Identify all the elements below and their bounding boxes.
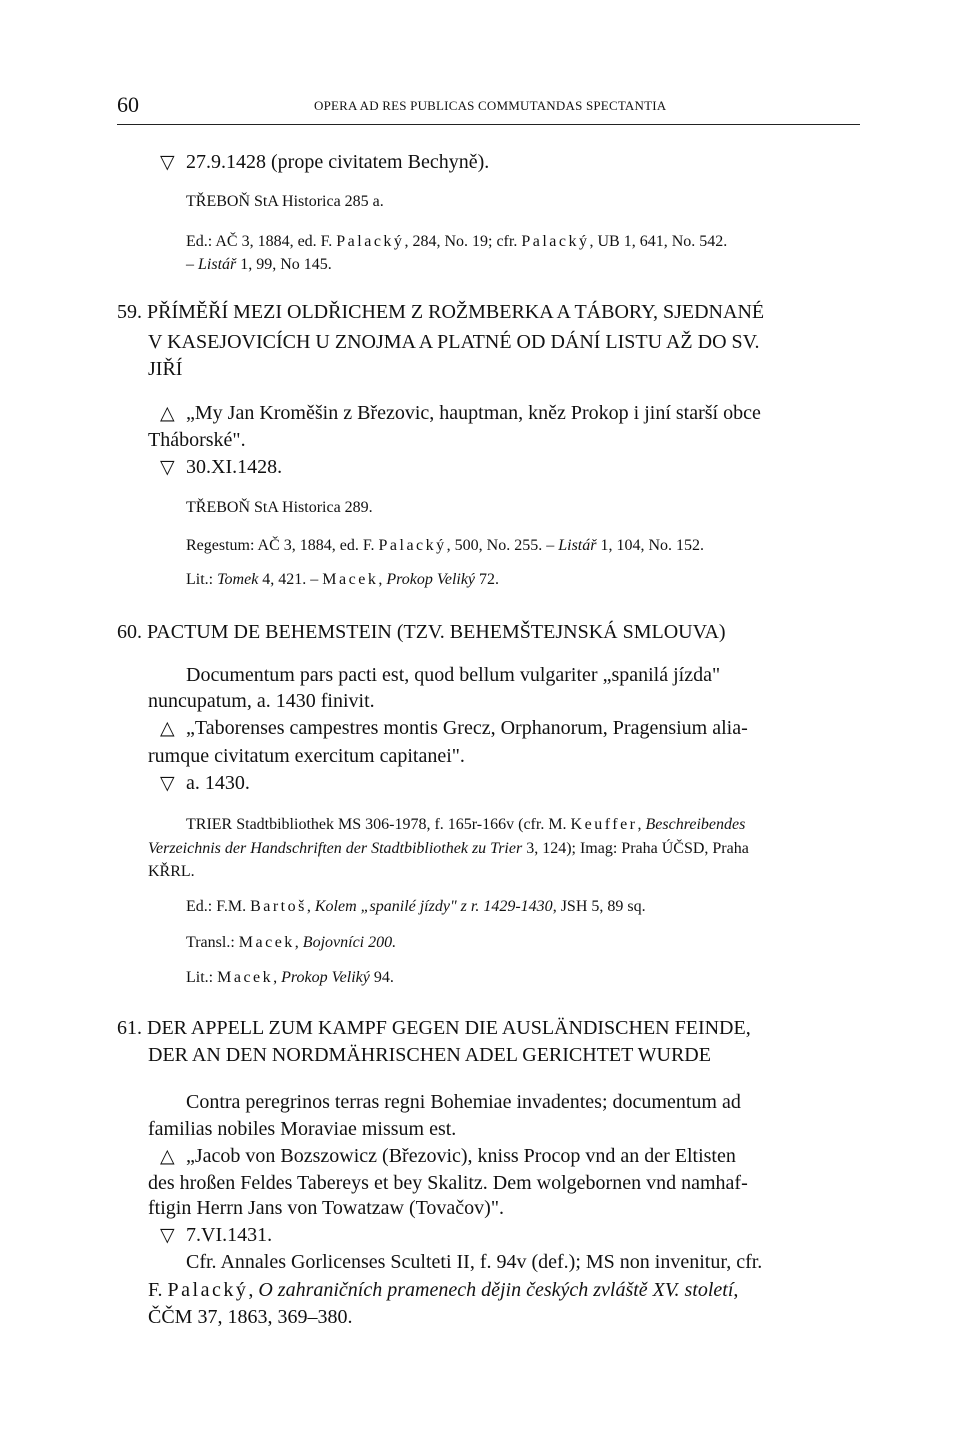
- author-name: Macek: [217, 969, 274, 986]
- up-triangle-icon: △: [160, 402, 175, 424]
- entry60-manuscript-line1: TRIER Stadtbibliothek MS 306-1978, f. 165r-166v (cfr. M. Keuffer, Beschreibendes: [186, 816, 746, 833]
- entry61-incipit-line1: △ „Jacob von Bozszowicz (Březovic), kniss Procop vnd an der Eltisten: [160, 1145, 736, 1167]
- author-name: Palacký: [167, 1279, 249, 1301]
- entry59-regestum: Regestum: AČ 3, 1884, ed. F. Palacký, 500, No. 255. – Listář 1, 104, No. 152.: [186, 537, 705, 554]
- entry61-date: ▽ 7.VI.1431.: [160, 1224, 273, 1246]
- entry60-translation: Transl.: Macek, Bojovníci 200.: [186, 934, 397, 951]
- entry59-heading-line1: 59. PŘÍMĚŘÍ MEZI OLDŘICHEM Z ROŽMBERKA A TÁBORY, SJEDNANÉ: [117, 301, 765, 323]
- entry60-edition: Ed.: F.M. Bartoš, Kolem „spanilé jízdy" z r. 1429-1430, JSH 5, 89 sq.: [186, 898, 646, 915]
- running-title: OPERA AD RES PUBLICAS COMMUTANDAS SPECTANTIA: [314, 98, 667, 113]
- entry61-incipit-line3: ftigin Herrn Jans von Towatzaw (Tovačov)".: [148, 1197, 505, 1219]
- entry58-edition-line2: – Listář 1, 99, No 145.: [186, 256, 332, 273]
- entry59-date: ▽ 30.XI.1428.: [160, 456, 283, 478]
- author-name: Palacký: [378, 537, 447, 554]
- up-triangle-icon: △: [160, 1145, 175, 1167]
- entry59-heading-line3: JIŘÍ: [148, 358, 183, 380]
- down-triangle-icon: ▽: [160, 1224, 175, 1246]
- entry60-manuscript-line2: Verzeichnis der Handschriften der Stadtbibliothek zu Trier 3, 124); Imag: Praha ÚČSD, Praha: [148, 840, 749, 857]
- page-header: [117, 90, 860, 125]
- author-name: Macek: [322, 571, 379, 588]
- down-triangle-icon: ▽: [160, 456, 175, 478]
- entry61-cfr-line2: F. Palacký, O zahraničních pramenech dějin českých zvláště XV. století,: [148, 1279, 739, 1301]
- entry60-text-line1: Documentum pars pacti est, quod bellum vulgariter „spanilá jízda": [186, 664, 721, 686]
- entry61-cfr-line1: Cfr. Annales Gorlicenses Sculteti II, f. 94v (def.); MS non invenitur, cfr.: [186, 1251, 763, 1273]
- entry61-heading-line1: 61. DER APPELL ZUM KAMPF GEGEN DIE AUSLÄNDISCHEN FEINDE,: [117, 1017, 751, 1039]
- page-number: 60: [117, 92, 139, 117]
- entry60-literature: Lit.: Macek, Prokop Veliký 94.: [186, 969, 394, 986]
- entry61-incipit-line2: des hroßen Feldes Tabereys et bey Skalitz. Dem wolgebornen vnd namhaf-: [148, 1172, 748, 1194]
- entry60-heading: 60. PACTUM DE BEHEMSTEIN (TZV. BEHEMŠTEJNSKÁ SMLOUVA): [117, 621, 726, 643]
- entry59-literature: Lit.: Tomek 4, 421. – Macek, Prokop Veliký 72.: [186, 571, 500, 588]
- entry60-date: ▽ a. 1430.: [160, 772, 250, 794]
- entry61-cfr-line3: ČČM 37, 1863, 369–380.: [148, 1306, 353, 1328]
- author-name: Palacký: [336, 233, 405, 250]
- up-triangle-icon: △: [160, 717, 175, 739]
- entry59-heading-line2: V KASEJOVICÍCH U ZNOJMA A PLATNÉ OD DÁNÍ LISTU AŽ DO SV.: [148, 331, 760, 353]
- author-name: Palacký: [521, 233, 590, 250]
- author-name: Keuffer: [570, 816, 638, 833]
- entry60-text-line2: nuncupatum, a. 1430 finivit.: [148, 690, 375, 712]
- entry59-archive: TŘEBOŇ StA Historica 289.: [186, 499, 373, 516]
- entry60-incipit-line1: △ „Taborenses campestres montis Grecz, Orphanorum, Pragensium alia-: [160, 717, 748, 739]
- down-triangle-icon: ▽: [160, 151, 175, 173]
- entry61-heading-line2: DER AN DEN NORDMÄHRISCHEN ADEL GERICHTET WURDE: [148, 1044, 711, 1066]
- entry60-incipit-line2: rumque civitatum exercitum capitanei".: [148, 745, 465, 767]
- down-triangle-icon: ▽: [160, 772, 175, 794]
- author-name: Macek: [238, 934, 295, 951]
- entry58-edition-line1: Ed.: AČ 3, 1884, ed. F. Palacký, 284, No. 19; cfr. Palacký, UB 1, 641, No. 542.: [186, 233, 728, 250]
- entry61-text-line1: Contra peregrinos terras regni Bohemiae invadentes; documentum ad: [186, 1091, 741, 1113]
- entry59-incipit-line1: △ „My Jan Kroměšin z Březovic, hauptman, kněz Prokop i jiní starší obce: [160, 402, 761, 424]
- entry59-incipit-line2: Tháborské".: [148, 429, 246, 451]
- entry58-archive: TŘEBOŇ StA Historica 285 a.: [186, 193, 384, 210]
- author-name: Bartoš: [250, 898, 307, 915]
- entry58-date: ▽ 27.9.1428 (prope civitatem Bechyně).: [160, 151, 490, 173]
- entry61-text-line2: familias nobiles Moraviae missum est.: [148, 1118, 457, 1140]
- entry60-manuscript-line3: KŘRL.: [148, 863, 195, 880]
